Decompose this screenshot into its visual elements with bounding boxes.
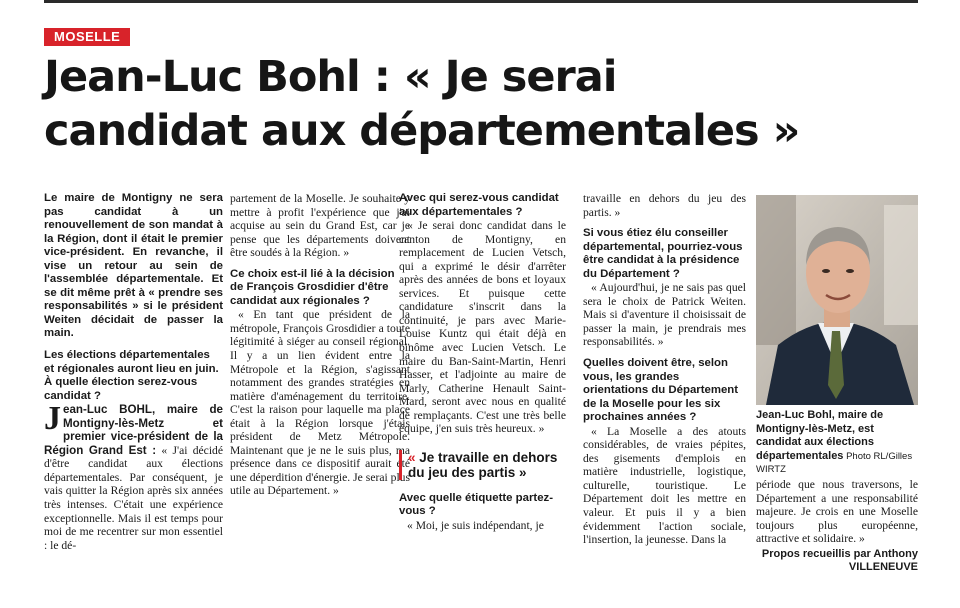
question-6: Quelles doivent être, selon vous, les grandes orientations du Département de la Moselle pour les six prochaines années ? <box>583 357 739 424</box>
byline: Propos recueillis par Anthony VILLENEUVE <box>761 547 918 574</box>
section-rubric: MOSELLE <box>44 28 130 46</box>
top-rule <box>44 0 918 3</box>
answer-4-continued: travaille en dehors du jeu des partis. » <box>583 192 746 219</box>
question-5: Si vous étiez élu conseiller départemental, pourriez-vous être candidat à la présidence du Département ? <box>583 227 743 280</box>
article-column-5 <box>756 478 918 575</box>
answer-6-continued: période que nous traversons, le Département a une responsabilité majeure. Je crois en une Moselle toujours plus européenne, attractive et solidaire. » <box>756 478 918 546</box>
pull-quote-mark: « <box>408 449 416 465</box>
pull-quote-text: Je travaille en dehors du jeu des partis » <box>408 449 558 480</box>
answer-4: « Moi, je suis indépendant, je <box>407 518 544 532</box>
article-column-2 <box>230 192 410 498</box>
headline-line-2: candidat aux départementales » <box>44 106 800 156</box>
photo-credit: Photo RL/Gilles WIRTZ <box>756 450 913 476</box>
question-4: Avec quelle étiquette partez-vous ? <box>399 491 554 518</box>
pull-quote <box>399 450 566 480</box>
drop-cap: J <box>44 400 61 438</box>
answer-1-text: « J'ai décidé d'être candidat aux élections départementales. Par conséquent, je vais quitter la Région après six années très intenses. C'était une expérience exceptionnelle. Mais il est temps pour moi de me recentrer sur mon essentiel : le dé- <box>44 443 223 552</box>
article-column-3 <box>399 192 566 532</box>
question-2: Ce choix est-il lié à la décision de François Grosdidier d'être candidat aux régionales ? <box>230 267 395 307</box>
photo-caption <box>756 409 918 477</box>
answer-1 <box>44 400 223 552</box>
article-column-4 <box>583 192 746 547</box>
lead-paragraph: Le maire de Montigny ne sera pas candidat à un renouvellement de son mandat à la Région, dont il était le premier vice-président. En revanche, il vise un retour au sein de l'assemblée départementale. Et se dit même prêt à « prendre ses responsabilités » si le président Weiten décidait de passer la main. <box>44 192 223 340</box>
answer-5: « Aujourd'hui, je ne sais pas quel sera le choix de Patrick Weiten. Mais si d'aventure il choisissait de passer la main, je prendrais mes responsabilités. » <box>583 281 746 349</box>
article-column-1 <box>44 192 223 552</box>
answer-6: « La Moselle a des atouts considérables, de vraies pépites, des gisements d'emplois en matière industrielle, logistique, culturelle, touristique. Le Département doit les mettre en valeur. Et puis il y a bien évidemment l'action sociale, l'insertion, la jeunesse. Dans la <box>583 424 746 547</box>
answer-3: « Je serai donc candidat dans le canton de Montigny, en remplacement de Lucien Vetsch, qui a exprimé le désir d'arrêter après des années de bons et loyaux services. Et puisque cette candidature s'inscrit dans la continuité, je pars avec Marie-Louise Kuntz qui était déjà en binôme avec Lucien Vetsch. Le maire du Ban-Saint-Martin, Henri Hasser, et l'adjointe au maire de Marly, Catherine Henault Saint-Mard, seront avec nous en qualité de remplaçants. C'est une très belle équipe, j'en suis très heureux. » <box>399 219 566 436</box>
headline-line-1: Jean-Luc Bohl : « Je serai <box>44 52 617 102</box>
question-1: Les élections départementales et régionales auront lieu en juin. À quelle élection serez-vous candidat ? <box>44 349 219 402</box>
question-3: Avec qui serez-vous candidat aux départementales ? <box>399 192 559 218</box>
portrait-photo <box>756 195 918 405</box>
answer-1-continued: partement de la Moselle. Je souhaite y mettre à profit l'expérience que j'ai acquise au sein du Grand Est, car je pense que les départements doivent être soudés à la Région. » <box>230 192 410 260</box>
portrait-illustration <box>756 195 918 405</box>
answer-2: « En tant que président de la métropole, François Grosdidier a toute légitimité à siéger au conseil régional. Il y a un lien évident entre la Métropole et la Région, s'agissant notamment des grandes stratégies en matière d'aménagement du territoire. C'est la raison pour laquelle ma place était à la Région lorsque j'étais président de Metz Métropole. Maintenant que je ne le suis plus, ma présence dans ce dispositif aurait été une déperdition d'énergie. Je serai plus utile au Département. » <box>230 308 410 498</box>
caption-text: Jean-Luc Bohl, maire de Montigny-lès-Metz, est candidat aux élections départementales <box>756 409 884 462</box>
answer-1-speaker: ean-Luc BOHL, maire de Montigny-lès-Metz et premier vice-président de la Région Grand Est : <box>44 403 223 457</box>
headline <box>44 50 924 158</box>
